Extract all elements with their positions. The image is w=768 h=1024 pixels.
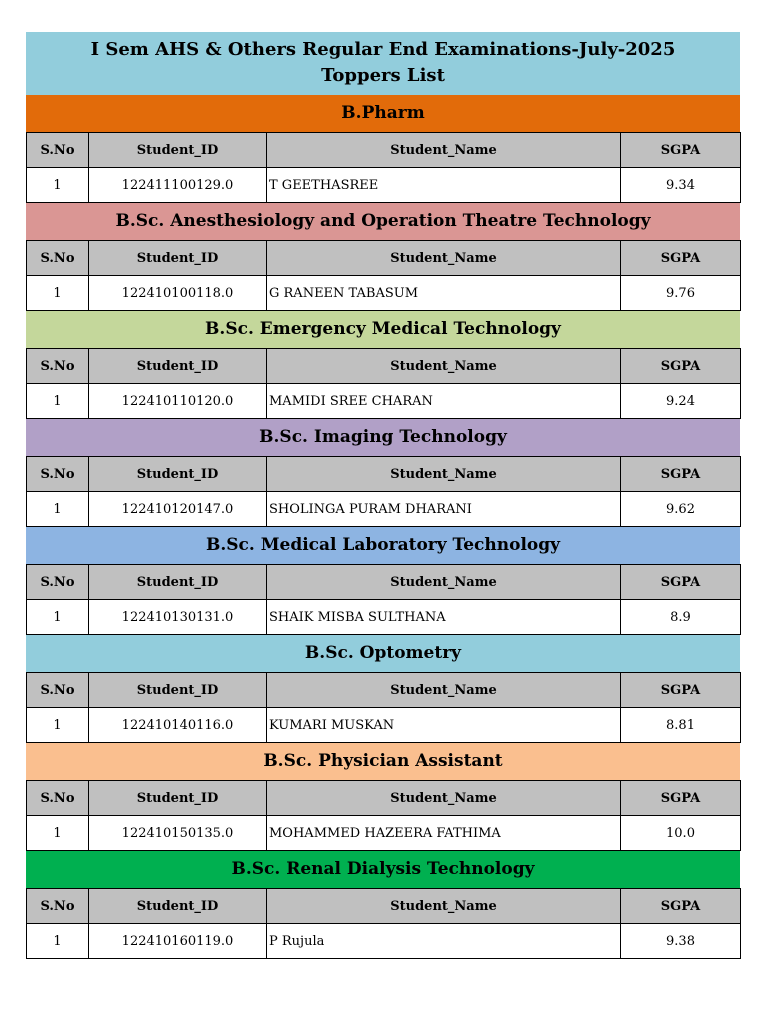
cell-sgpa: 10.0 [621, 816, 741, 851]
cell-student-name: T GEETHASREE [267, 168, 621, 203]
toppers-table [26, 888, 741, 959]
cell-student-name: SHAIK MISBA SULTHANA [267, 600, 621, 635]
cell-sgpa: 8.9 [621, 600, 741, 635]
cell-sgpa: 8.81 [621, 708, 741, 743]
table-row [27, 924, 741, 959]
cell-sgpa: 9.62 [621, 492, 741, 527]
header-sgpa: SGPA [621, 349, 741, 384]
header-student-name: Student_Name [267, 457, 621, 492]
header-sgpa: SGPA [621, 889, 741, 924]
header-student-name: Student_Name [267, 133, 621, 168]
table-header-row [27, 565, 741, 600]
program-heading: B.Sc. Medical Laboratory Technology [26, 527, 740, 564]
cell-student-name: G RANEEN TABASUM [267, 276, 621, 311]
header-sno: S.No [27, 673, 89, 708]
program-heading: B.Sc. Emergency Medical Technology [26, 311, 740, 348]
toppers-table [26, 240, 741, 311]
toppers-table [26, 456, 741, 527]
table-header-row [27, 349, 741, 384]
cell-student-name: KUMARI MUSKAN [267, 708, 621, 743]
cell-sno: 1 [27, 492, 89, 527]
cell-student-name: MOHAMMED HAZEERA FATHIMA [267, 816, 621, 851]
cell-student-id: 122410140116.0 [89, 708, 267, 743]
cell-student-id: 122410160119.0 [89, 924, 267, 959]
cell-sno: 1 [27, 816, 89, 851]
cell-student-id: 122410130131.0 [89, 600, 267, 635]
header-student-name: Student_Name [267, 673, 621, 708]
table-row [27, 492, 741, 527]
table-row [27, 168, 741, 203]
table-row [27, 276, 741, 311]
toppers-table [26, 132, 741, 203]
header-sgpa: SGPA [621, 781, 741, 816]
cell-sno: 1 [27, 168, 89, 203]
header-student-id: Student_ID [89, 889, 267, 924]
header-student-name: Student_Name [267, 241, 621, 276]
toppers-sheet [26, 32, 740, 959]
header-student-id: Student_ID [89, 565, 267, 600]
cell-sno: 1 [27, 384, 89, 419]
header-sgpa: SGPA [621, 241, 741, 276]
title-line-2: Toppers List [321, 65, 445, 86]
program-heading: B.Sc. Anesthesiology and Operation Theatre Technology [26, 203, 740, 240]
toppers-table [26, 564, 741, 635]
cell-sgpa: 9.38 [621, 924, 741, 959]
program-sections [26, 95, 740, 959]
table-header-row [27, 673, 741, 708]
table-row [27, 384, 741, 419]
cell-student-id: 122410110120.0 [89, 384, 267, 419]
cell-sgpa: 9.76 [621, 276, 741, 311]
program-heading: B.Pharm [26, 95, 740, 132]
program-heading: B.Sc. Optometry [26, 635, 740, 672]
header-sgpa: SGPA [621, 457, 741, 492]
header-sno: S.No [27, 889, 89, 924]
table-header-row [27, 457, 741, 492]
cell-sno: 1 [27, 276, 89, 311]
title-line-1: I Sem AHS & Others Regular End Examinations-July-2025 [90, 39, 676, 60]
header-sno: S.No [27, 241, 89, 276]
cell-sno: 1 [27, 600, 89, 635]
header-student-id: Student_ID [89, 457, 267, 492]
cell-sno: 1 [27, 708, 89, 743]
program-heading: B.Sc. Renal Dialysis Technology [26, 851, 740, 888]
table-row [27, 708, 741, 743]
cell-student-id: 122410100118.0 [89, 276, 267, 311]
table-row [27, 816, 741, 851]
header-student-name: Student_Name [267, 349, 621, 384]
toppers-table [26, 780, 741, 851]
header-student-id: Student_ID [89, 673, 267, 708]
header-student-id: Student_ID [89, 133, 267, 168]
header-student-id: Student_ID [89, 781, 267, 816]
header-sgpa: SGPA [621, 673, 741, 708]
cell-sno: 1 [27, 924, 89, 959]
header-sno: S.No [27, 565, 89, 600]
header-sgpa: SGPA [621, 565, 741, 600]
table-header-row [27, 241, 741, 276]
header-student-name: Student_Name [267, 565, 621, 600]
table-header-row [27, 889, 741, 924]
header-sgpa: SGPA [621, 133, 741, 168]
header-sno: S.No [27, 781, 89, 816]
cell-student-name: SHOLINGA PURAM DHARANI [267, 492, 621, 527]
table-header-row [27, 781, 741, 816]
header-student-id: Student_ID [89, 241, 267, 276]
cell-student-id: 122410150135.0 [89, 816, 267, 851]
toppers-table [26, 348, 741, 419]
program-heading: B.Sc. Physician Assistant [26, 743, 740, 780]
header-sno: S.No [27, 457, 89, 492]
cell-student-id: 122410120147.0 [89, 492, 267, 527]
cell-sgpa: 9.24 [621, 384, 741, 419]
cell-sgpa: 9.34 [621, 168, 741, 203]
header-student-name: Student_Name [267, 781, 621, 816]
header-sno: S.No [27, 133, 89, 168]
cell-student-id: 122411100129.0 [89, 168, 267, 203]
cell-student-name: P Rujula [267, 924, 621, 959]
header-student-name: Student_Name [267, 889, 621, 924]
sheet-title [26, 32, 740, 95]
table-row [27, 600, 741, 635]
cell-student-name: MAMIDI SREE CHARAN [267, 384, 621, 419]
program-heading: B.Sc. Imaging Technology [26, 419, 740, 456]
header-student-id: Student_ID [89, 349, 267, 384]
toppers-table [26, 672, 741, 743]
table-header-row [27, 133, 741, 168]
header-sno: S.No [27, 349, 89, 384]
